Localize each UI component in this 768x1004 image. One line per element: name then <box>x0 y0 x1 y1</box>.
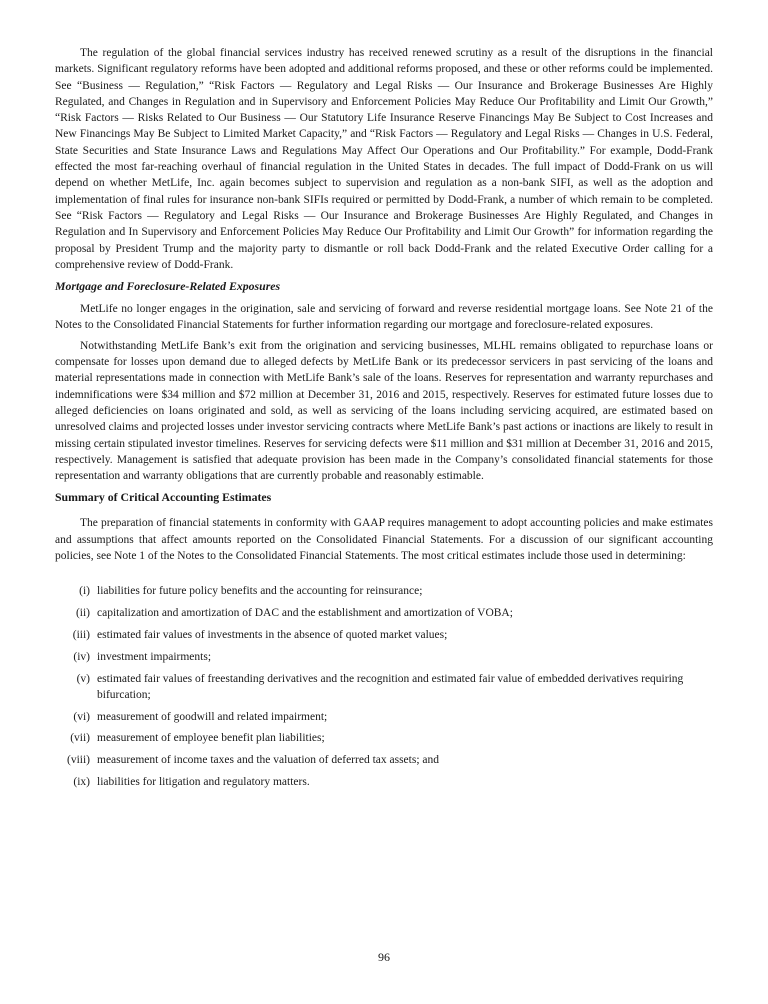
list-item-text: estimated fair values of freestanding derivatives and the recognition and estimated fair value of embedded derivatives requiring bifurcation; <box>97 672 684 701</box>
list-item-text: liabilities for future policy benefits and the accounting for reinsurance; <box>97 585 423 598</box>
paragraph-repurchase-reserves: Notwithstanding MetLife Bank’s exit from the origination and servicing businesses, MLHL remains obligated to repurchase loans or compensate for losses upon demand due to alleged defects by MetLife Bank or its predecessor servicers in past servicing of the loans and material representations made in connection with MetLife Bank’s sale of the loans. Reserves for representation and warranty repurchases and indemnifications were $34 million and $72 million at December 31, 2016 and 2015, respectively. Reserves for estimated future losses due to alleged deficiencies on loans originated and sold, as well as servicing of the loans including servicing acquired, are estimated based on unresolved claims and projected losses under investor servicing contracts where MetLife Bank’s past actions or inactions are likely to result in missing certain stipulated investor timelines. Reserves for servicing defects were $11 million and $31 million at December 31, 2016 and 2015, respectively. Management is satisfied that adequate provision has been made in the Company’s consolidated financial statements for those representation and warranty obligations that are currently probable and reasonably estimable. <box>55 339 713 483</box>
critical-estimates-list <box>42 583 713 790</box>
list-item <box>42 730 713 746</box>
list-marker: (ix) <box>73 775 90 788</box>
list-item-text: liabilities for litigation and regulatory matters. <box>97 775 310 788</box>
list-marker: (i) <box>79 585 90 598</box>
list-marker: (iv) <box>73 650 90 663</box>
list-item <box>42 774 713 790</box>
list-item <box>42 649 713 665</box>
paragraph-mortgage-exit: MetLife no longer engages in the origination, sale and servicing of forward and reverse residential mortgage loans. See Note 21 of the Notes to the Consolidated Financial Statements for further information regarding our mortgage and foreclosure-related exposures. <box>55 303 713 332</box>
list-marker: (ii) <box>75 607 90 620</box>
heading-critical-accounting-estimates: Summary of Critical Accounting Estimates <box>55 490 272 505</box>
list-item <box>42 709 713 725</box>
list-item <box>42 583 713 599</box>
page-number: 96 <box>378 950 390 964</box>
list-item-text: measurement of employee benefit plan liabilities; <box>97 732 325 745</box>
paragraph-regulation-scrutiny: The regulation of the global financial services industry has received renewed scrutiny as a result of the disruptions in the financial markets. Significant regulatory reforms have been adopted and additional reforms proposed, and these or other reforms could be implemented. See “Business — Regulation,” “Risk Factors — Regulatory and Legal Risks — Our Insurance and Brokerage Businesses Are Highly Regulated, and Changes in Regulation and in Supervisory and Enforcement Policies May Reduce Our Profitability and Limit Our Growth,” “Risk Factors — Risks Related to Our Business — Our Statutory Life Insurance Reserve Financings May Be Subject to Cost Increases and New Financings May Be Subject to Limited Market Capacity,” and “Risk Factors — Regulatory and Legal Risks — Changes in U.S. Federal, State Securities and State Insurance Laws and Regulations May Affect Our Operations and Our Profitability.” For example, Dodd-Frank effected the most far-reaching overhaul of financial regulation in the United States in decades. The full impact of Dodd-Frank on us will depend on whether MetLife, Inc. again becomes subject to supervision and regulation as a non-bank SIFI, as well as the adoption and implementation of final rules for insurance non-bank SIFIs required or permitted by Dodd-Frank, a number of which remain to be completed. See “Risk Factors — Regulatory and Legal Risks — Our Insurance and Brokerage Businesses Are Highly Regulated, and Changes in Regulation and In Supervisory and Enforcement Policies May Reduce Our Profitability and Limit Our Growth” for information regarding the proposal by President Trump and the majority party to dismantle or roll back Dodd-Frank and the related Executive Order calling for a comprehensive review of Dodd-Frank. <box>55 47 713 271</box>
list-item <box>42 605 713 621</box>
list-marker: (vi) <box>73 710 90 723</box>
list-marker: (iii) <box>72 628 90 641</box>
list-marker: (viii) <box>67 754 90 767</box>
list-item-text: estimated fair values of investments in the absence of quoted market values; <box>97 628 448 641</box>
list-marker: (vii) <box>70 732 90 745</box>
paragraph-gaap-preparation: The preparation of financial statements in conformity with GAAP requires management to adopt accounting policies and make estimates and assumptions that affect amounts reported on the Consolidated Financial Statements. For a discussion of our significant accounting policies, see Note 1 of the Notes to the Consolidated Financial Statements. The most critical estimates include those used in determining: <box>55 517 713 563</box>
list-item <box>42 752 713 768</box>
list-marker: (v) <box>76 672 90 685</box>
list-item-text: investment impairments; <box>97 650 212 663</box>
list-item <box>42 671 713 704</box>
list-item-text: measurement of income taxes and the valuation of deferred tax assets; and <box>97 754 439 767</box>
page-content <box>55 45 713 796</box>
list-item-text: capitalization and amortization of DAC and the establishment and amortization of VOBA; <box>97 607 513 620</box>
list-item <box>42 627 713 643</box>
list-item-text: measurement of goodwill and related impairment; <box>97 710 328 723</box>
heading-mortgage-foreclosure-exposures: Mortgage and Foreclosure-Related Exposures <box>55 279 281 294</box>
